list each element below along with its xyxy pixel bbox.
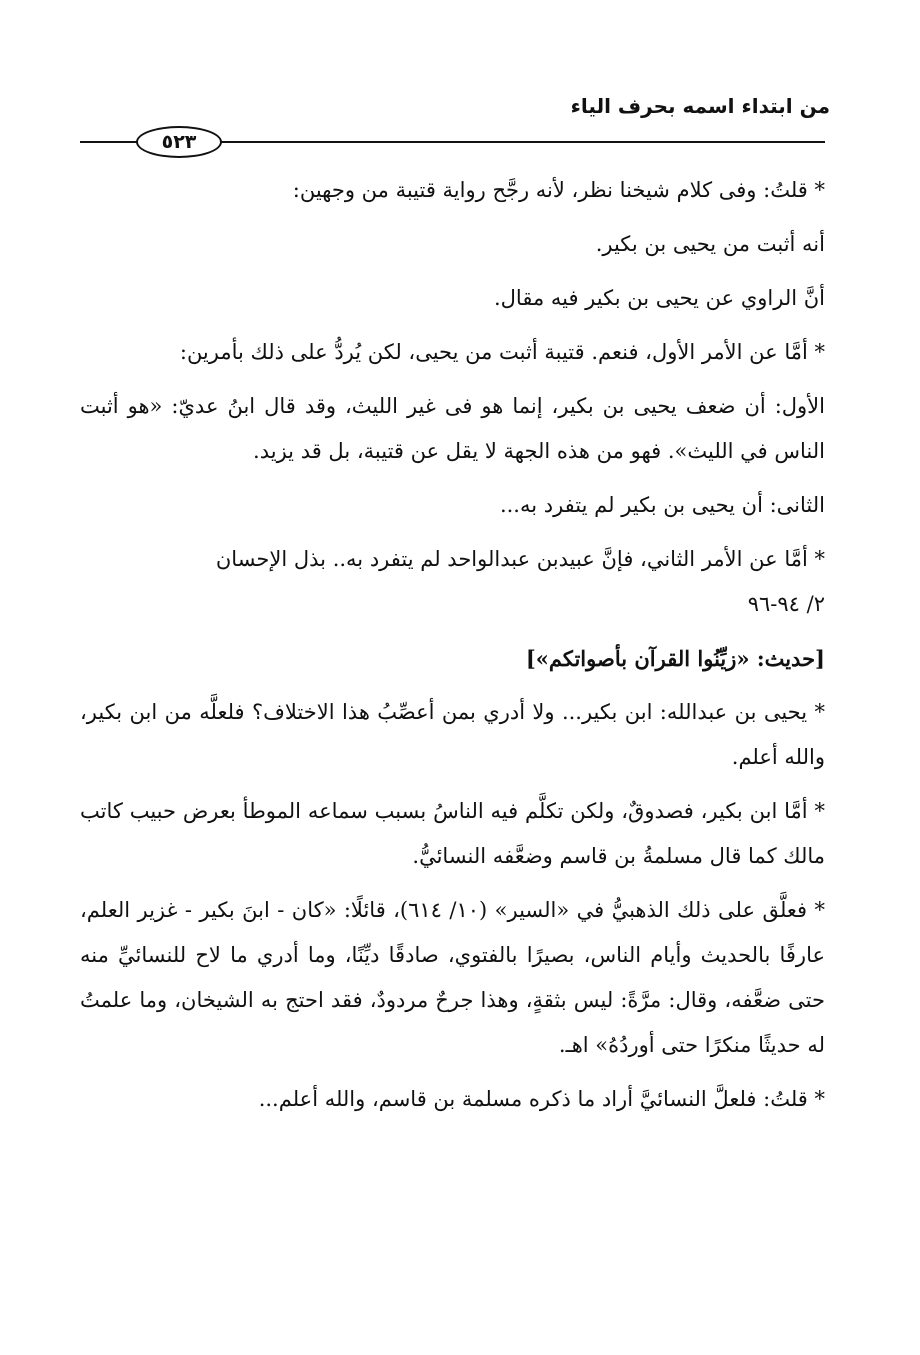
hadith-heading: [حديث: «زيِّنُوا القرآن بأصواتكم»] [525, 646, 825, 671]
paragraph-yahya-entry: * يحيى بن عبدالله: ابن بكير... ولا أدري بمن أعصِّبُ هذا الاختلاف؟ فلعلَّه من ابن بكير، والله أعلم. [80, 700, 825, 769]
page-number: ٥٢٣ [136, 126, 222, 158]
body-text [80, 168, 825, 1131]
paragraph-conclusion: * قلتُ: فلعلَّ النسائيَّ أراد ما ذكره مسلمة بن قاسم، والله أعلم... [258, 1087, 825, 1111]
paragraph-observation: * قلتُ: وفى كلام شيخنا نظر، لأنه رجَّح رواية قتيبة من وجهين: [292, 178, 825, 202]
paragraph-second-matter: * أمَّا عن الأمر الثاني، فإنَّ عبيدبن عبدالواحد لم يتفرد به.. بذل الإحسان [215, 547, 825, 571]
paragraph-dhahabi-quote: * فعلَّق على ذلك الذهبيُّ في «السير» (١٠/ ٦١٤)، قائلًا: «كان - ابنَ بكير - غزير العلم، عارفًا بالحديث وأيام الناس، بصيرًا بالفتوي، صادقًا ديِّنًا، وما أدري ما لاح للنسائيِّ منه حتى ضعَّفه، وقال: مرَّةً: ليس بثقةٍ، وهذا جرحٌ مردودٌ، فقد احتج به الشيخان، وما علمتُ له حديثًا منكرًا حتى أوردُهُ» اهـ. [80, 898, 825, 1057]
paragraph-second-reason: الثانى: أن يحيى بن بكير لم يتفرد به... [499, 493, 825, 517]
paragraph-point-one: أنه أثبت من يحيى بن بكير. [595, 232, 825, 256]
paragraph-first-matter: * أمَّا عن الأمر الأول، فنعم. قتيبة أثبت من يحيى، لكن يُردُّ على ذلك بأمرين: [179, 340, 825, 364]
running-title: من ابتداء اسمه بحرف الياء [570, 94, 830, 118]
paragraph-point-two: أنَّ الراوي عن يحيى بن بكير فيه مقال. [493, 286, 825, 310]
paragraph-first-reason: الأول: أن ضعف يحيى بن بكير، إنما هو فى غير الليث، وقد قال ابنُ عديّ: «هو أثبت الناس في الليث». فهو من هذه الجهة لا يقل عن قتيبة، بل قد يزيد. [80, 394, 825, 463]
paragraph-ibn-bukayr: * أمَّا ابن بكير، فصدوقٌ، ولكن تكلَّم فيه الناسُ بسبب سماعه الموطأ بعرض حبيب كاتب مالك كما قال مسلمةُ بن قاسم وضعَّفه النسائيُّ. [80, 799, 825, 868]
reference-volume-pages: ٢/ ٩٤-٩٦ [747, 592, 825, 616]
